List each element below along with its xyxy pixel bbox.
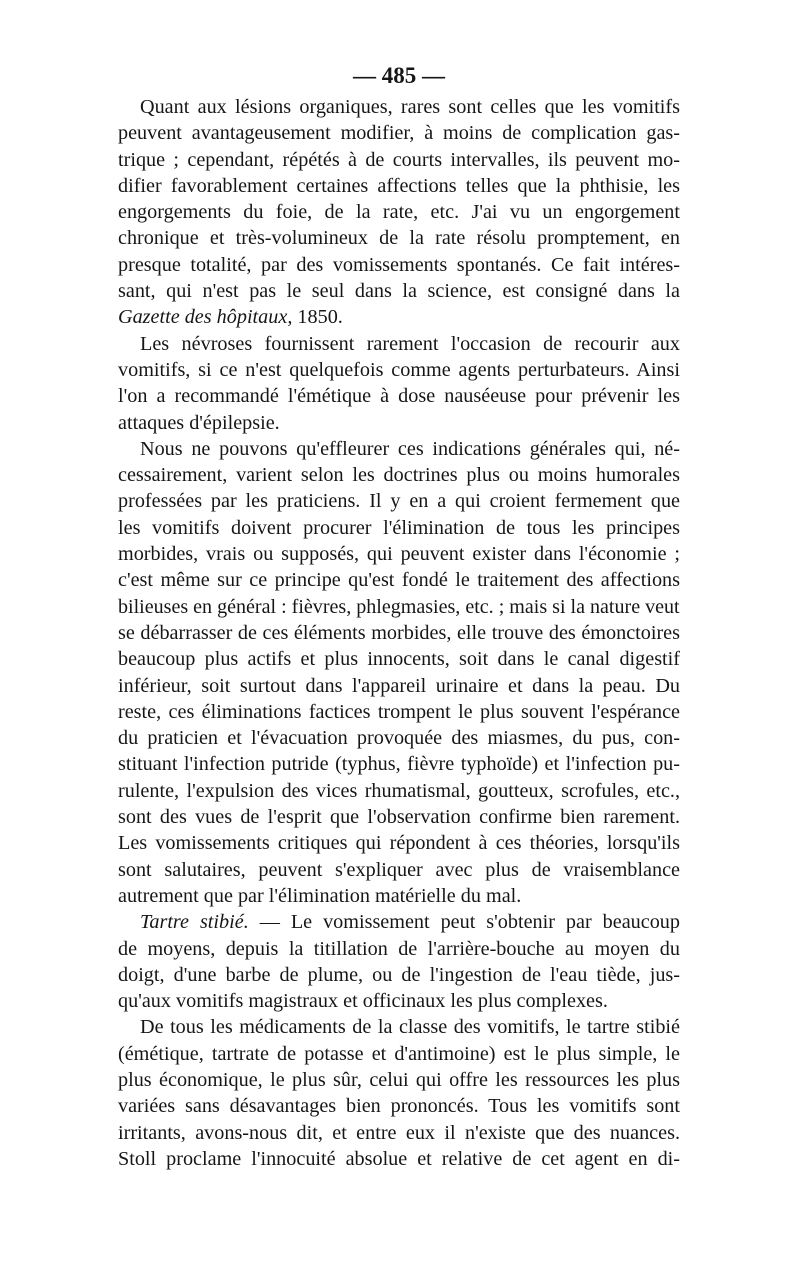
text-line: Quant aux lésions organiques, rares sont celles que les vomitifs [140, 96, 680, 118]
text-line: sant, qui n'est pas le seul dans la science, est consigné dans la [118, 280, 680, 303]
text-line: (émétique, tartrate de potasse et d'antimoine) est le plus simple, le [118, 1042, 680, 1065]
journal-year: 1850. [292, 306, 343, 329]
text-line: Nous ne pouvons qu'effleurer ces indications générales qui, né- [140, 437, 680, 460]
text-line: bilieuses en général : fièvres, phlegmasies, etc. ; mais si la nature veut [118, 595, 680, 618]
text-line: beaucoup plus actifs et plus innocents, soit dans le canal digestif [118, 648, 680, 671]
text-line: professées par les praticiens. Il y en a qui croient fermement que [118, 490, 680, 513]
text-line: rulente, l'expulsion des vices rhumatismal, goutteux, scrofules, etc., [118, 779, 680, 802]
text-line [118, 304, 680, 330]
text-line: irritants, avons-nous dit, et entre eux il n'existe que des nuances. [118, 1121, 680, 1144]
page-number: — 485 — [353, 63, 445, 88]
book-page [118, 58, 680, 1172]
text-line: morbides, vrais ou supposés, qui peuvent exister dans l'économie ; [118, 543, 680, 566]
text-line: chronique et très-volumineux de la rate résolu promptement, en [118, 227, 680, 250]
text-line: De tous les médicaments de la classe des vomitifs, le tartre stibié [140, 1016, 680, 1039]
text-line: Les névroses fournissent rarement l'occasion de recourir aux [140, 332, 680, 355]
section-heading: Tartre stibié. [140, 911, 249, 934]
text-line: engorgements du foie, de la rate, etc. J'ai vu un engorgement [118, 201, 680, 224]
text-line: stituant l'infection putride (typhus, fièvre typhoïde) et l'infection pu- [118, 753, 680, 776]
text-line: sont des vues de l'esprit que l'observation confirme bien rarement. [118, 806, 680, 829]
text-line: l'on a recommandé l'émétique à dose nauséeuse pour prévenir les [118, 385, 680, 408]
text-line: presque totalité, par des vomissements spontanés. Ce fait intéres- [118, 253, 680, 276]
text-line: reste, ces éliminations factices trompent le plus souvent l'espérance [118, 700, 680, 723]
text-line: se débarrasser de ces éléments morbides, elle trouve des émonctoires [118, 621, 680, 644]
section-heading-rest: — Le vomissement peut s'obtenir par beaucoup [248, 911, 680, 934]
text-line: Les vomissements critiques qui répondent à ces théories, lorsqu'ils [118, 832, 680, 855]
text-line: inférieur, soit surtout dans l'appareil urinaire et dans la peau. Du [118, 674, 680, 697]
paragraph-tartre-stibie [118, 909, 680, 1014]
text-line: c'est même sur ce principe qu'est fondé le traitement des affections [118, 569, 680, 592]
paragraph-neuroses [118, 331, 680, 436]
text-line: peuvent avantageusement modifier, à moins de complication gas- [118, 122, 680, 145]
text-line: du praticien et l'évacuation provoquée des miasmes, du pus, con- [118, 727, 680, 750]
text-line: attaques d'épilepsie. [118, 411, 280, 434]
text-line: Stoll proclame l'innocuité absolue et relative de cet agent en di- [118, 1147, 680, 1170]
paragraph-medicaments [118, 1014, 680, 1172]
text-line: difier favorablement certaines affections telles que la phthisie, les [118, 174, 680, 197]
text-line: cessairement, varient selon les doctrines plus ou moins humorales [118, 464, 680, 487]
text-line: variées sans désavantages bien prononcés. Tous les vomitifs sont [118, 1095, 680, 1118]
text-line: doigt, d'une barbe de plume, ou de l'ingestion de l'eau tiède, jus- [118, 963, 680, 986]
journal-title: Gazette des hôpitaux, [118, 306, 293, 329]
text-line: qu'aux vomitifs magistraux et officinaux les plus complexes. [118, 990, 608, 1013]
text-line [118, 909, 680, 935]
text-line: sont salutaires, peuvent s'expliquer avec plus de vraisemblance [118, 858, 680, 881]
paragraph-organic-lesions [118, 94, 680, 331]
text-line: trique ; cependant, répétés à de courts intervalles, ils peuvent mo- [118, 148, 680, 171]
text-line: plus économique, le plus sûr, celui qui offre les ressources les plus [118, 1068, 680, 1091]
text-line: vomitifs, si ce n'est quelquefois comme agents perturbateurs. Ainsi [118, 358, 680, 381]
text-line: de moyens, depuis la titillation de l'arrière-bouche au moyen du [118, 937, 680, 960]
paragraph-general-indications [118, 436, 680, 909]
text-line: autrement que par l'élimination matérielle du mal. [118, 884, 522, 907]
text-line: les vomitifs doivent procurer l'élimination de tous les principes [118, 516, 680, 539]
